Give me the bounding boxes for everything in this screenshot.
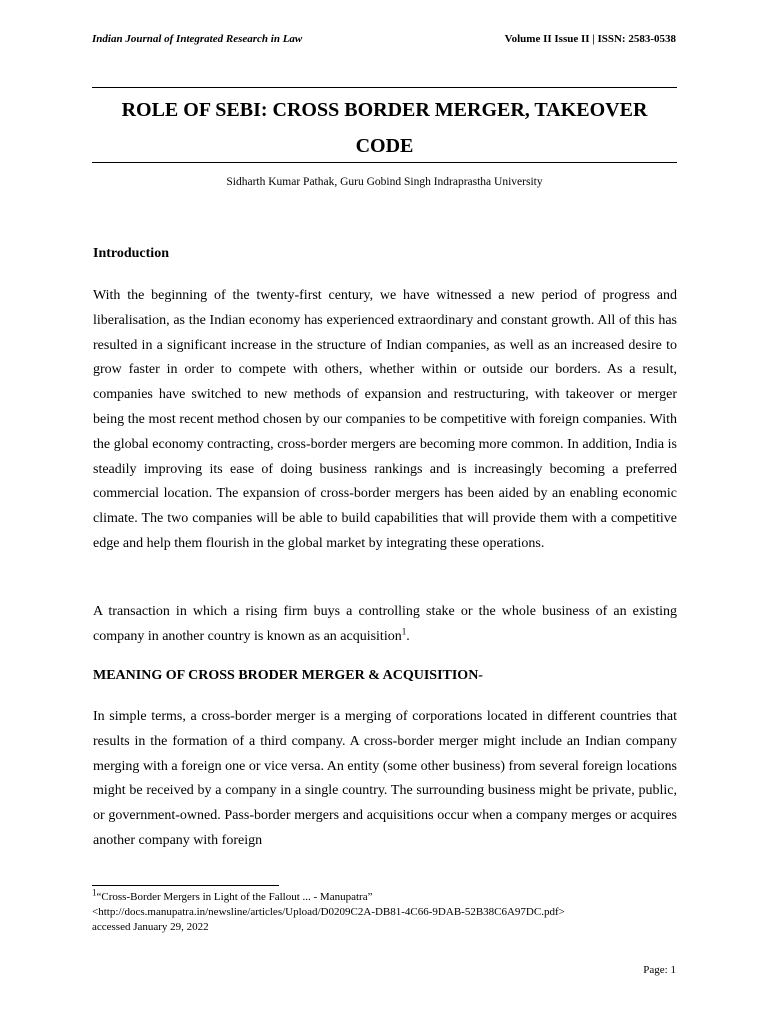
- footnote-marker: 1: [92, 887, 97, 898]
- introduction-paragraph-1: With the beginning of the twenty-first century, we have witnessed a new period of progress and liberalisation, as the Indian economy has experienced extraordinary and constant growth. All of this has resulted in a significant increase in the structure of Indian companies, as well as an increased desire to grow faster in order to compete with others, whether within or outside our borders. As a result, companies have switched to new methods of expansion and restructuring, with takeover or merger being the most recent method chosen by our companies to be competitive with foreign companies. With the global economy contracting, cross-border mergers are becoming more common. In addition, India is steadily improving its ease of doing business rankings and is increasingly becoming a preferred commercial location. The expansion of cross-border mergers has been aided by an enabling economic climate. The two companies will be able to build capabilities that will provide them with a competitive edge and help them flourish in the global market by integrating these operations.: [93, 288, 677, 551]
- title-top-rule: [92, 87, 677, 88]
- paragraph-end: .: [406, 628, 410, 644]
- footnote-reference[interactable]: 1: [401, 626, 407, 637]
- volume-issn: Volume II Issue II | ISSN: 2583-0538: [504, 33, 676, 45]
- footnote-accessed: accessed January 29, 2022: [92, 921, 209, 933]
- running-header: [92, 33, 676, 51]
- introduction-heading: Introduction: [93, 246, 169, 261]
- page-number: Page: 1: [643, 964, 676, 976]
- page-title: [92, 92, 677, 164]
- meaning-paragraph: In simple terms, a cross-border merger is a merging of corporations located in different countries that results in the formation of a third company. A cross-border merger might include an Indian company merging with a foreign one or vice versa. An entity (some other business) from several foreign locations might be received by a company in a single country. The surrounding business might be private, public, or government-owned. Pass-border mergers and acquisitions occur when a company merges or acquires another company with foreign: [93, 709, 677, 848]
- footnote-citation: “Cross-Border Mergers in Light of the Fallout ... - Manupatra”: [96, 891, 373, 903]
- footnote-url[interactable]: <http://docs.manupatra.in/newsline/articles/Upload/D0209C2A-DB81-4C66-9DAB-52B38C6A97DC.pdf>: [92, 906, 565, 918]
- journal-name: Indian Journal of Integrated Research in Law: [92, 33, 303, 45]
- title-bottom-rule: [92, 162, 677, 163]
- paragraph-text: A transaction in which a rising firm buys a controlling stake or the whole business of an existing company in another country is known as an acquisition: [93, 604, 677, 644]
- author-affiliation: Sidharth Kumar Pathak, Guru Gobind Singh Indraprastha University: [226, 176, 543, 188]
- footnote-separator: [92, 885, 279, 886]
- title-line-1: ROLE OF SEBI: CROSS BORDER MERGER, TAKEOVER: [121, 99, 648, 121]
- title-line-2: CODE: [355, 135, 414, 157]
- introduction-paragraph-2: [93, 600, 677, 650]
- footnote-line-1: [92, 887, 692, 905]
- meaning-heading: MEANING OF CROSS BRODER MERGER & ACQUISITION-: [93, 668, 483, 683]
- footnote: [92, 887, 692, 935]
